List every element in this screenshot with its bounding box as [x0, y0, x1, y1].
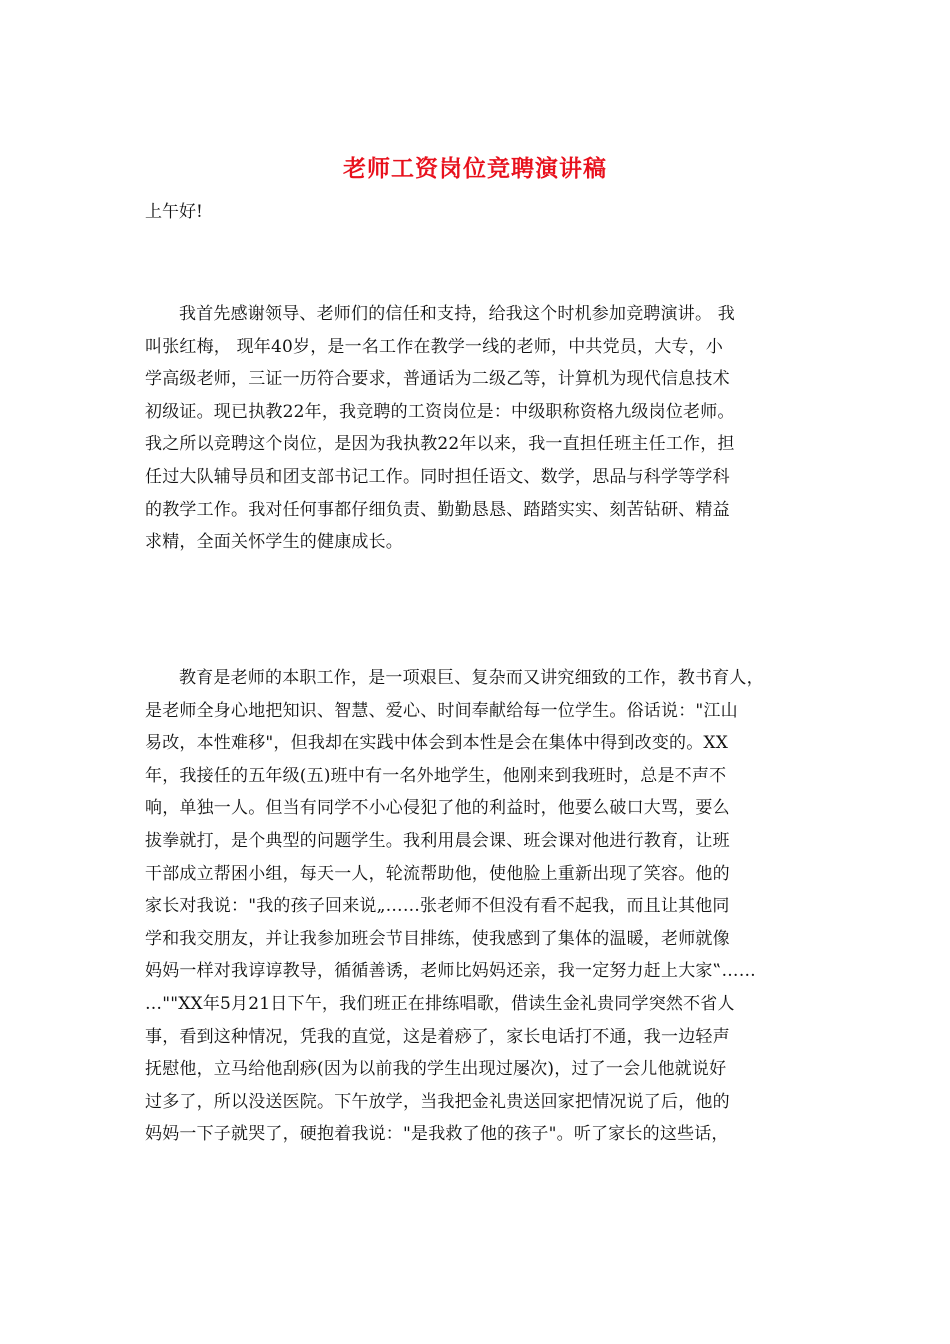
text-line: 的教学工作。我对任何事都仔细负责、勤勤恳恳、踏踏实实、刻苦钻研、精益 [145, 499, 730, 520]
text-line: 事，看到这种情况，凭我的直觉，这是着痧了，家长电话打不通，我一边轻声 [145, 1026, 730, 1047]
text-line: 学和我交朋友，并让我参加班会节目排练，使我感到了集体的温暖，老师就像 [145, 928, 730, 949]
paragraph-2 [145, 662, 815, 1151]
text-line: 叫张红梅， 现年40岁，是一名工作在教学一线的老师，中共党员，大专，小 [145, 336, 724, 357]
text-line: …""XX年5月21日下午，我们班正在排练唱歌，借读生金礼贵同学突然不省人 [145, 993, 735, 1014]
text-line: 是老师全身心地把知识、智慧、爱心、时间奉献给每一位学生。俗话说："江山 [145, 700, 738, 721]
text-line: 拔拳就打，是个典型的问题学生。我利用晨会课、班会课对他进行教育，让班 [145, 830, 730, 851]
text-line: 过多了，所以没送医院。下午放学，当我把金礼贵送回家把情况说了后，他的 [145, 1091, 730, 1112]
document-title: 老师工资岗位竞聘演讲稿 [343, 155, 607, 182]
paragraph-1 [145, 298, 815, 559]
text-line: 求精，全面关怀学生的健康成长。 [145, 532, 403, 553]
greeting: 上午好! [145, 202, 203, 222]
text-line: 我首先感谢领导、老师们的信任和支持，给我这个时机参加竞聘演讲。 我 [179, 304, 736, 324]
text-line: 我之所以竞聘这个岗位，是因为我执教22年以来，我一直担任班主任工作，担 [145, 434, 735, 455]
text-line: 年，我接任的五年级(五)班中有一名外地学生，他刚来到我班时，总是不声不 [145, 765, 727, 786]
text-line: 响，单独一人。但当有同学不小心侵犯了他的利益时，他要么破口大骂，要么 [145, 798, 730, 819]
text-line: 抚慰他，立马给他刮痧(因为以前我的学生出现过屡次)，过了一会儿他就说好 [145, 1059, 727, 1080]
text-line: 任过大队辅导员和团支部书记工作。同时担任语文、数学，思品与科学等学科 [145, 466, 730, 487]
text-line: 易改，本性难移"，但我却在实践中体会到本性是会在集体中得到改变的。XX [145, 733, 729, 754]
text-line: 家长对我说："我的孩子回来说„……张老师不但没有看不起我，而且让其他同 [145, 896, 730, 917]
text-line: 初级证。现已执教22年，我竞聘的工资岗位是：中级职称资格九级岗位老师。 [145, 401, 735, 422]
text-line: 妈妈一下子就哭了，硬抱着我说："是我救了他的孩子"。听了家长的这些话， [145, 1124, 729, 1145]
text-line: 教育是老师的本职工作，是一项艰巨、复杂而又讲究细致的工作，教书育人， [179, 668, 764, 688]
text-line: 妈妈一样对我谆谆教导，循循善诱，老师比妈妈还亲，我一定努力赶上大家‟…… [145, 961, 756, 982]
text-line: 干部成立帮困小组，每天一人，轮流帮助他，使他脸上重新出现了笑容。他的 [145, 863, 730, 884]
text-line: 学高级老师，三证一历符合要求，普通话为二级乙等，计算机为现代信息技术 [145, 369, 730, 390]
